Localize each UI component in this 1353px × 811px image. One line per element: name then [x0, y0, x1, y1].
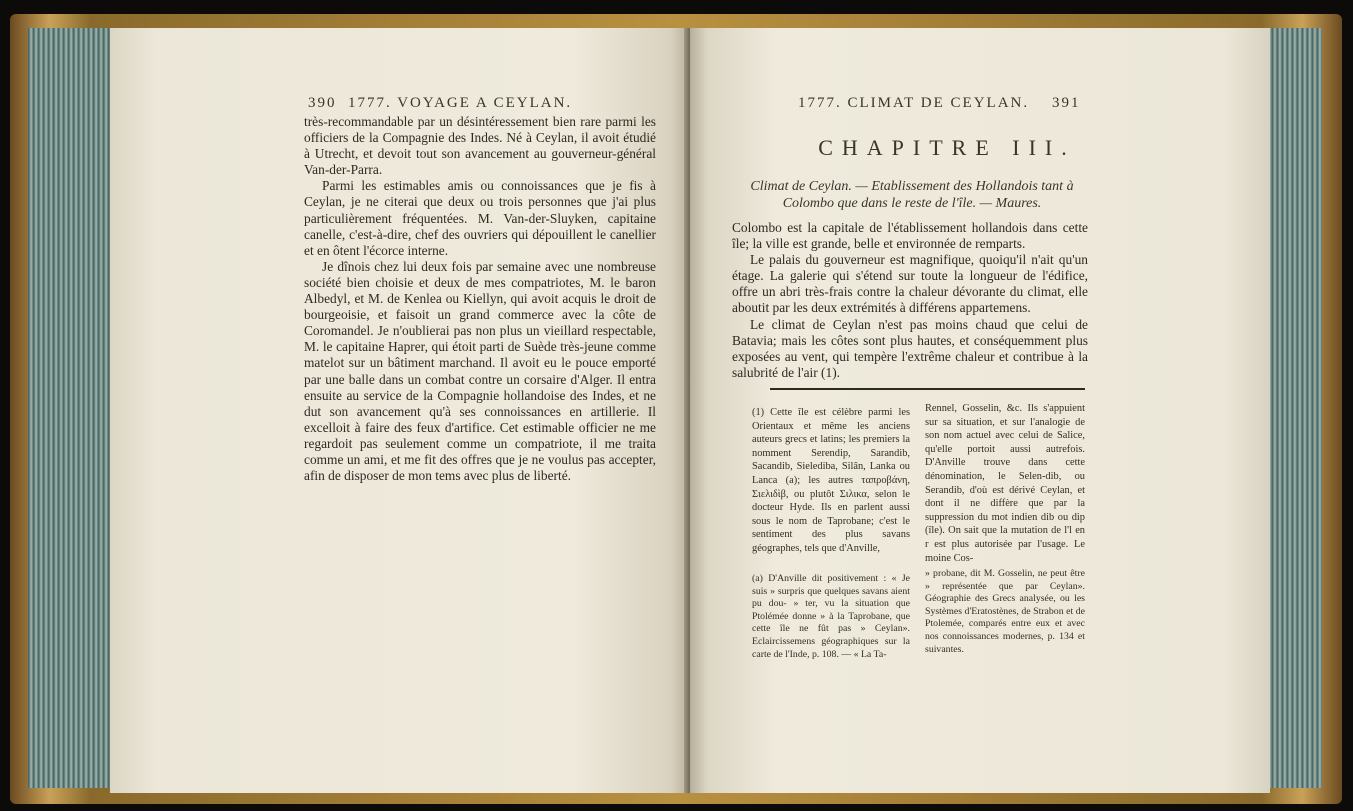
right-running-head: 1777. CLIMAT DE CEYLAN.: [798, 95, 1030, 111]
left-paragraph: très-recommandable par un désintéressement bien rare parmi les officiers de la Compagnie des Indes. Né à Ceylan, il avoit étudié à Utrecht, et devoit tout son avancement au gouverneur-général Van-der-Parra.: [304, 114, 656, 178]
footnote-rule: [770, 388, 1085, 390]
footnote-text: (a) D'Anville dit positivement : « Je suis » surpris que quelques savans aient pu dou- » ter, vu la situation que Ptolémée donne » à la Taprobane, que cette île ne fût pas » Ceylan». Eclaircissemens géographiques sur la carte de l'Inde, p. 108. — « La Ta-: [752, 573, 910, 660]
footnote-text: » probane, dit M. Gosselin, ne peut être » représentée que par Ceylan». Géographie des Grecs analysée, ou les Systèmes d'Eratostènes, de Strabon et de Ptolemée, comparés entre eux et avec nos connoissances modernes, p. 134 et suivantes.: [925, 568, 1085, 655]
left-page-number: 390: [308, 95, 337, 111]
footnote-a-column-2: [925, 568, 1085, 656]
footnote-text: (1) Cette île est célèbre parmi les Orientaux et même les anciens auteurs grecs et latins; les premiers la nomment Serendip, Sarandib, Sacandib, Sielediba, Silân, Lanka ou Lanca (a); les autres ταπροβάνη, Σιελιδὶβ, ou plutôt Σιλικα, selon le docteur Hyde. Ils en parlent aussi sous le nom de Taprobane; c'est le sentiment des plus savans géographes, tels que d'Anville,: [752, 407, 910, 554]
right-paragraph: Le palais du gouverneur est magnifique, quoiqu'il n'ait qu'un étage. La galerie qui s'étend sur toute la longueur de l'édifice, offre un abri très-frais contre la chaleur dévorante du climat, elle aboutit par les deux extrémités à différens appartemens.: [732, 252, 1088, 316]
left-page: [110, 28, 688, 793]
page-edges-left: [28, 28, 110, 788]
right-paragraph: Le climat de Ceylan n'est pas moins chaud que celui de Batavia; mais les côtes sont plus hautes, et conséquemment plus exposées au vent, qui tempère l'extrême chaleur et contribue à la salubrité de l'air (1).: [732, 316, 1088, 380]
left-running-head: 1777. VOYAGE A CEYLAN.: [348, 95, 573, 111]
footnote-1-column-2: [925, 402, 1085, 565]
footnote-a-column-1: [752, 573, 910, 661]
right-paragraph: Colombo est la capitale de l'établissement hollandois dans cette île; la ville est grande, belle et environnée de remparts.: [732, 220, 1088, 252]
right-body: [732, 220, 1088, 381]
left-paragraph: Je dînois chez lui deux fois par semaine avec une nombreuse société bien choisie et deux de mes compatriotes, M. le baron Albedyl, et M. de Kenlea ou Kiellyn, qui avoit acquis le droit de bourgeoisie, et faisoit un grand commerce avec la côte de Coromandel. Je n'oublierai pas non plus un vieillard respectable, M. le capitaine Haprer, qui étoit parti de Suède très-jeune comme matelot sur un bâtiment marchand. Il avoit eu le pouce emporté par une balle dans un combat contre un corsaire d'Alger. Il entra ensuite au service de la Compagnie hollandoise des Indes, et ne dut son avancement qu'à ses connoissances en artillerie. Il excelloit à faire des feux d'artifice. Cet estimable officier ne me regardoit pas seulement comme un compatriote, il me traita comme un ami, et me fit des offres que je ne voulus pas accepter, afin de disposer de mon tems avec plus de liberté.: [304, 258, 656, 484]
footnote-1-column-1: [752, 406, 910, 556]
chapter-title: CHAPITRE III.: [818, 135, 1076, 160]
left-paragraph: Parmi les estimables amis ou connoissances que je fis à Ceylan, je ne citerai que deux ou trois personnes que j'ai plus particulièrement fréquentées. M. Van-der-Sluyken, capitaine canelle, c'est-à-dire, chef des ouvriers qui dépouillent le canellier et en ôtent l'écorce interne.: [304, 178, 656, 258]
left-body: [304, 114, 656, 484]
right-page: [690, 28, 1270, 793]
page-edges-right: [1268, 28, 1322, 788]
chapter-summary: Climat de Ceylan. — Etablissement des Hollandois tant à Colombo que dans le reste de l'île. — Maures.: [750, 179, 1074, 211]
footnote-text: Rennel, Gosselin, &c. Ils s'appuient sur sa situation, et sur l'analogie de son nom actuel avec celui de Salice, qu'elle portoit aussi autrefois. D'Anville trouve dans cette dénomination, le Selen-dib, ou Serandib, d'où est dérivé Ceylan, et dont il ne diffère que par la suppression du mot indien dib ou dip (île). On sait que la mutation de l'l en r est plus autorisée par l'usage. Le moine Cos-: [925, 403, 1085, 564]
right-page-number: 391: [1052, 95, 1081, 111]
